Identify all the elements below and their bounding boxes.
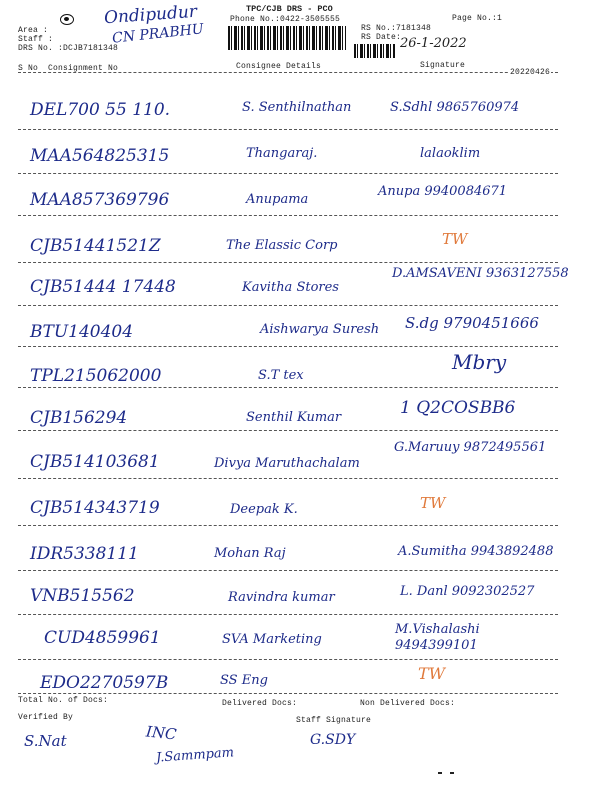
row-divider xyxy=(18,262,558,263)
row-divider xyxy=(18,570,558,571)
consignment-number: CJB514343719 xyxy=(30,498,160,518)
receiver-signature: M.Vishalashi 9494399101 xyxy=(395,622,480,653)
non-delivered-docs-label: Non Delivered Docs: xyxy=(360,699,456,708)
consignee-name: Kavitha Stores xyxy=(242,280,339,295)
rs-date-value: 26-1-2022 xyxy=(400,36,467,51)
consignee-name: Anupama xyxy=(246,192,309,207)
receiver-signature: Anupa 9940084671 xyxy=(378,184,508,199)
area-label: Area : xyxy=(18,26,49,35)
verified-signature: S.Nat xyxy=(24,732,67,750)
courier-logo-icon xyxy=(60,14,74,25)
receiver-signature: D.AMSAVENI 9363127558 xyxy=(392,266,569,281)
consignment-number: CJB51444 17448 xyxy=(30,277,176,297)
consignment-number: DEL700 55 110. xyxy=(30,100,171,120)
drs-barcode xyxy=(228,26,346,50)
consignment-number: EDO2270597B xyxy=(40,673,169,693)
staff-signature-label: Staff Signature xyxy=(296,716,372,725)
col-consignee: Consignee Details xyxy=(236,62,322,71)
consignee-name: S.T tex xyxy=(258,368,304,383)
staff-signature: G.SDY xyxy=(310,732,356,748)
receiver-signature: A.Sumitha 9943892488 xyxy=(398,544,554,559)
consignee-name: Senthil Kumar xyxy=(246,410,342,425)
row-divider xyxy=(18,478,558,479)
consignment-number: MAA857369796 xyxy=(30,190,170,210)
consignee-name: Ravindra kumar xyxy=(228,590,335,605)
receiver-signature: Mbry xyxy=(452,350,507,374)
scan-mark xyxy=(450,772,454,774)
total-docs-label: Total No. of Docs: xyxy=(18,696,109,705)
consignment-number: CJB156294 xyxy=(30,408,128,428)
scan-mark xyxy=(438,772,442,774)
consignment-number: CJB51441521Z xyxy=(30,236,161,256)
inc-name-signature: J.Sammpam xyxy=(155,745,235,766)
delivered-docs-label: Delivered Docs: xyxy=(222,699,298,708)
page-number: Page No.:1 xyxy=(452,14,503,23)
receiver-signature: lalaoklim xyxy=(420,146,481,161)
consignee-name: S. Senthilnathan xyxy=(242,100,352,115)
tw-mark: TW xyxy=(420,494,446,512)
consignee-name: Deepak K. xyxy=(230,502,298,517)
consignee-name: SS Eng xyxy=(220,673,268,688)
staff-value: CN PRABHU xyxy=(111,21,205,47)
consignment-number: IDR5338111 xyxy=(30,544,139,564)
consignment-number: MAA564825315 xyxy=(30,146,170,166)
inc-signature: INC xyxy=(145,722,178,744)
receiver-signature: 1 Q2COSBB6 xyxy=(400,398,516,418)
tw-mark: TW xyxy=(442,230,468,248)
rs-number: RS No.:7181348 xyxy=(361,24,432,33)
consignee-name: SVA Marketing xyxy=(222,632,322,647)
row-divider xyxy=(18,305,558,306)
verified-by-label: Verified By xyxy=(18,713,74,722)
consignee-name: The Elassic Corp xyxy=(226,238,338,253)
receiver-signature: L. Danl 9092302527 xyxy=(400,584,535,599)
tw-mark: TW xyxy=(418,664,446,683)
rs-date-label: RS Date: xyxy=(361,33,402,42)
header-divider xyxy=(18,72,558,73)
col-date: 20220426 xyxy=(510,68,551,77)
row-divider xyxy=(18,614,558,615)
row-divider xyxy=(18,525,558,526)
row-divider xyxy=(18,173,558,174)
row-divider xyxy=(18,346,558,347)
receiver-signature: G.Maruuy 9872495561 xyxy=(394,440,547,455)
receiver-signature: S.dg 9790451666 xyxy=(405,314,539,332)
consignment-number: BTU140404 xyxy=(30,322,134,342)
consignment-number: TPL215062000 xyxy=(30,366,162,386)
row-divider xyxy=(18,693,558,694)
row-divider xyxy=(18,659,558,660)
area-value: Ondipudur xyxy=(103,1,198,29)
rs-barcode xyxy=(354,44,396,58)
row-divider xyxy=(18,215,558,216)
drs-number: DRS No. :DCJB7181348 xyxy=(18,44,119,53)
row-divider xyxy=(18,129,558,130)
consignee-name: Thangaraj. xyxy=(246,146,318,161)
col-signature: Signature xyxy=(420,61,466,70)
col-consignment: Consignment No xyxy=(48,64,119,73)
receiver-signature: S.Sdhl 9865760974 xyxy=(390,100,520,115)
consignee-name: Divya Maruthachalam xyxy=(214,456,360,471)
row-divider xyxy=(18,387,558,388)
consignment-number: CJB514103681 xyxy=(30,452,160,472)
row-divider xyxy=(18,430,558,431)
consignment-number: VNB515562 xyxy=(30,586,135,606)
consignee-name: Mohan Raj xyxy=(214,546,286,561)
col-sno: S No xyxy=(18,64,39,73)
header-phone: Phone No.:0422-3505555 xyxy=(230,15,341,24)
staff-label: Staff : xyxy=(18,35,54,44)
consignment-number: CUD4859961 xyxy=(44,628,161,648)
consignee-name: Aishwarya Suresh xyxy=(260,322,380,337)
header-title: TPC/CJB DRS - PCO xyxy=(246,4,333,14)
